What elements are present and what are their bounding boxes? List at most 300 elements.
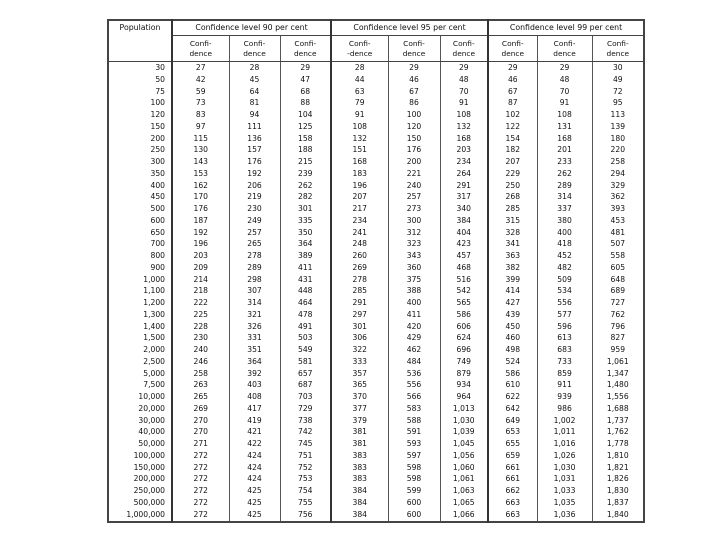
sample-size-cell: 351 [229, 344, 280, 356]
sample-size-cell: 959 [592, 344, 644, 356]
subheader-confidence: Confi- dence [280, 36, 331, 62]
sample-size-cell: 481 [592, 227, 644, 239]
sample-size-cell: 384 [331, 509, 388, 523]
sample-size-cell: 911 [537, 379, 592, 391]
population-cell: 700 [150, 239, 165, 249]
sample-size-cell: 328 [488, 227, 537, 239]
sample-size-cell: 48 [537, 74, 592, 86]
sample-size-cell: 427 [488, 297, 537, 309]
sample-size-table [107, 19, 645, 523]
sample-size-cell: 301 [280, 203, 331, 215]
table-row [108, 109, 644, 121]
sample-size-cell: 229 [488, 168, 537, 180]
table-row [108, 368, 644, 380]
population-cell: 1,000 [143, 274, 165, 284]
sample-size-cell: 411 [280, 262, 331, 274]
table-row [108, 285, 644, 297]
subheader-confidence: Confi- dence [488, 36, 537, 62]
sample-size-cell: 63 [331, 86, 388, 98]
sample-size-cell: 154 [488, 133, 537, 145]
population-cell: 650 [150, 227, 165, 237]
sample-size-cell: 558 [592, 250, 644, 262]
sample-size-cell: 168 [331, 156, 388, 168]
sample-size-cell: 524 [488, 356, 537, 368]
table-row [108, 156, 644, 168]
sample-size-cell: 622 [488, 391, 537, 403]
sample-size-cell: 408 [229, 391, 280, 403]
sample-size-cell: 534 [537, 285, 592, 297]
sample-size-cell: 357 [331, 368, 388, 380]
sample-size-cell: 420 [388, 321, 440, 333]
sample-size-cell: 67 [388, 86, 440, 98]
sample-size-cell: 73 [172, 97, 229, 109]
sample-size-cell: 382 [488, 262, 537, 274]
sample-size-cell: 1,060 [440, 462, 488, 474]
sample-size-cell: 312 [388, 227, 440, 239]
sample-size-cell: 250 [488, 180, 537, 192]
sample-size-cell: 29 [280, 62, 331, 74]
sample-size-cell: 404 [440, 227, 488, 239]
sample-size-cell: 613 [537, 332, 592, 344]
sample-size-cell: 653 [488, 426, 537, 438]
sample-size-cell: 399 [488, 274, 537, 286]
sample-size-cell: 507 [592, 238, 644, 250]
sample-size-cell: 104 [280, 109, 331, 121]
sample-size-cell: 596 [537, 321, 592, 333]
population-cell: 20,000 [138, 403, 165, 413]
sample-size-cell: 271 [172, 438, 229, 450]
sample-size-cell: 752 [280, 462, 331, 474]
table-row [108, 97, 644, 109]
sample-size-cell: 326 [229, 321, 280, 333]
sample-size-cell: 70 [537, 86, 592, 98]
population-cell: 50 [155, 74, 165, 84]
table-row [108, 180, 644, 192]
sample-size-cell: 657 [280, 368, 331, 380]
population-cell: 450 [150, 192, 165, 202]
sample-size-cell: 1,830 [592, 485, 644, 497]
sample-size-cell: 170 [172, 191, 229, 203]
sample-size-cell: 91 [440, 97, 488, 109]
sample-size-cell: 131 [537, 121, 592, 133]
sample-size-cell: 278 [331, 274, 388, 286]
sample-size-cell: 222 [172, 297, 229, 309]
sample-size-cell: 291 [440, 180, 488, 192]
sample-size-cell: 258 [172, 368, 229, 380]
sample-size-cell: 383 [331, 462, 388, 474]
sample-size-cell: 240 [172, 344, 229, 356]
sample-size-cell: 88 [280, 97, 331, 109]
population-cell: 2,000 [143, 345, 165, 355]
population-cell: 350 [150, 168, 165, 178]
sample-size-cell: 733 [537, 356, 592, 368]
sample-size-cell: 738 [280, 415, 331, 427]
sample-size-cell: 168 [440, 133, 488, 145]
subheader-confidence: Confi- dence [537, 36, 592, 62]
sample-size-cell: 91 [537, 97, 592, 109]
sample-size-cell: 754 [280, 485, 331, 497]
group-header-95: Confidence level 95 per cent [331, 20, 488, 36]
sample-size-cell: 192 [172, 227, 229, 239]
sample-size-cell: 586 [488, 368, 537, 380]
subheader-confidence: Confi- dence [440, 36, 488, 62]
sample-size-cell: 384 [331, 497, 388, 509]
sample-size-cell: 153 [172, 168, 229, 180]
table-row [108, 168, 644, 180]
subheader-confidence: Confi- dence [229, 36, 280, 62]
sample-size-cell: 343 [388, 250, 440, 262]
sample-size-cell: 422 [229, 438, 280, 450]
sample-size-cell: 655 [488, 438, 537, 450]
sample-size-cell: 593 [388, 438, 440, 450]
sample-size-cell: 1,810 [592, 450, 644, 462]
sample-size-cell: 411 [388, 309, 440, 321]
sample-size-cell: 272 [172, 485, 229, 497]
sample-size-cell: 321 [229, 309, 280, 321]
sample-size-cell: 111 [229, 121, 280, 133]
sample-size-cell: 150 [388, 133, 440, 145]
sample-size-cell: 729 [280, 403, 331, 415]
sample-size-cell: 1,688 [592, 403, 644, 415]
sample-size-cell: 419 [229, 415, 280, 427]
sample-size-cell: 1,039 [440, 426, 488, 438]
sample-size-cell: 272 [172, 450, 229, 462]
sample-size-cell: 649 [488, 415, 537, 427]
sample-size-cell: 214 [172, 274, 229, 286]
sample-size-cell: 306 [331, 332, 388, 344]
sample-size-cell: 1,002 [537, 415, 592, 427]
sample-size-cell: 67 [488, 86, 537, 98]
sample-size-cell: 796 [592, 321, 644, 333]
sample-size-cell: 859 [537, 368, 592, 380]
table-row [108, 121, 644, 133]
sample-size-cell: 42 [172, 74, 229, 86]
population-cell: 150,000 [133, 462, 165, 472]
sample-size-cell: 478 [280, 309, 331, 321]
sample-size-cell: 217 [331, 203, 388, 215]
sample-size-cell: 300 [388, 215, 440, 227]
sample-size-cell: 439 [488, 309, 537, 321]
table-row [108, 485, 644, 497]
sample-size-cell: 934 [440, 379, 488, 391]
sample-size-cell: 453 [592, 215, 644, 227]
sample-size-cell: 1,821 [592, 462, 644, 474]
sample-size-cell: 168 [537, 133, 592, 145]
sample-size-cell: 337 [537, 203, 592, 215]
sample-size-cell: 683 [537, 344, 592, 356]
sample-size-cell: 120 [388, 121, 440, 133]
sample-size-cell: 59 [172, 86, 229, 98]
sample-size-cell: 588 [388, 415, 440, 427]
population-cell: 400 [150, 180, 165, 190]
sample-size-cell: 424 [229, 473, 280, 485]
sample-size-cell: 591 [388, 426, 440, 438]
population-cell: 150 [150, 121, 165, 131]
table-row [108, 344, 644, 356]
population-cell: 800 [150, 251, 165, 261]
sample-size-cell: 597 [388, 450, 440, 462]
sample-size-cell: 755 [280, 497, 331, 509]
sample-size-cell: 484 [388, 356, 440, 368]
sample-size-cell: 97 [172, 121, 229, 133]
sample-size-cell: 727 [592, 297, 644, 309]
sample-size-cell: 1,066 [440, 509, 488, 523]
sample-size-cell: 1,480 [592, 379, 644, 391]
sample-size-cell: 260 [331, 250, 388, 262]
population-cell: 40,000 [138, 427, 165, 437]
sample-size-cell: 64 [229, 86, 280, 98]
sample-size-cell: 661 [488, 473, 537, 485]
sample-size-cell: 491 [280, 321, 331, 333]
population-header: Population [108, 20, 172, 62]
sample-size-cell: 46 [488, 74, 537, 86]
table-row [108, 356, 644, 368]
sample-size-cell: 827 [592, 332, 644, 344]
sample-size-cell: 291 [331, 297, 388, 309]
sample-size-cell: 380 [537, 215, 592, 227]
sample-size-cell: 556 [388, 379, 440, 391]
sample-size-cell: 125 [280, 121, 331, 133]
sample-size-cell: 239 [280, 168, 331, 180]
sample-size-cell: 468 [440, 262, 488, 274]
sample-size-cell: 648 [592, 274, 644, 286]
sample-size-cell: 431 [280, 274, 331, 286]
sample-size-cell: 132 [440, 121, 488, 133]
sample-size-cell: 272 [172, 462, 229, 474]
sample-size-cell: 29 [537, 62, 592, 74]
sample-size-cell: 624 [440, 332, 488, 344]
sample-size-cell: 429 [388, 332, 440, 344]
table-row [108, 391, 644, 403]
sample-size-cell: 49 [592, 74, 644, 86]
sample-size-cell: 272 [172, 497, 229, 509]
sample-size-cell: 258 [592, 156, 644, 168]
sample-size-cell: 662 [488, 485, 537, 497]
sample-size-cell: 703 [280, 391, 331, 403]
sample-size-cell: 1,036 [537, 509, 592, 523]
sample-size-cell: 130 [172, 144, 229, 156]
sample-size-cell: 314 [229, 297, 280, 309]
sample-size-cell: 285 [488, 203, 537, 215]
sample-size-cell: 751 [280, 450, 331, 462]
sample-size-cell: 265 [172, 391, 229, 403]
sample-size-cell: 246 [172, 356, 229, 368]
sample-size-cell: 1,556 [592, 391, 644, 403]
sample-size-cell: 269 [172, 403, 229, 415]
sample-size-cell: 228 [172, 321, 229, 333]
sample-size-cell: 68 [280, 86, 331, 98]
sample-size-cell: 745 [280, 438, 331, 450]
sample-size-cell: 1,065 [440, 497, 488, 509]
sample-size-cell: 30 [592, 62, 644, 74]
sample-size-cell: 270 [172, 426, 229, 438]
sample-size-cell: 268 [488, 191, 537, 203]
sample-size-cell: 136 [229, 133, 280, 145]
sample-size-cell: 509 [537, 274, 592, 286]
sample-size-cell: 282 [280, 191, 331, 203]
population-cell: 500,000 [133, 497, 165, 507]
sample-size-cell: 108 [537, 109, 592, 121]
sample-size-cell: 417 [229, 403, 280, 415]
population-cell: 250 [150, 145, 165, 155]
sample-size-cell: 176 [388, 144, 440, 156]
sample-size-cell: 48 [440, 74, 488, 86]
sample-size-cell: 234 [440, 156, 488, 168]
sample-size-cell: 162 [172, 180, 229, 192]
sample-size-cell: 122 [488, 121, 537, 133]
sample-size-cell: 425 [229, 485, 280, 497]
sample-size-cell: 1,762 [592, 426, 644, 438]
sample-size-cell: 379 [331, 415, 388, 427]
table-row [108, 74, 644, 86]
sample-size-cell: 360 [388, 262, 440, 274]
sample-size-cell: 383 [331, 473, 388, 485]
sample-size-cell: 1,011 [537, 426, 592, 438]
sample-size-cell: 45 [229, 74, 280, 86]
sample-size-cell: 375 [388, 274, 440, 286]
sample-size-cell: 384 [331, 485, 388, 497]
population-cell: 600 [150, 215, 165, 225]
sample-size-cell: 209 [172, 262, 229, 274]
sample-size-cell: 27 [172, 62, 229, 74]
sample-size-cell: 29 [388, 62, 440, 74]
sample-size-cell: 364 [229, 356, 280, 368]
sample-size-cell: 333 [331, 356, 388, 368]
sample-size-cell: 132 [331, 133, 388, 145]
table-row [108, 62, 644, 74]
table-row [108, 438, 644, 450]
sample-size-cell: 661 [488, 462, 537, 474]
table-row [108, 462, 644, 474]
sample-size-cell: 879 [440, 368, 488, 380]
table-row [108, 144, 644, 156]
sample-size-cell: 314 [537, 191, 592, 203]
sample-size-cell: 556 [537, 297, 592, 309]
sample-size-cell: 108 [331, 121, 388, 133]
sample-size-cell: 663 [488, 509, 537, 523]
sample-size-cell: 87 [488, 97, 537, 109]
population-cell: 50,000 [138, 439, 165, 449]
sample-size-cell: 94 [229, 109, 280, 121]
population-cell: 1,100 [143, 286, 165, 296]
sample-size-cell: 301 [331, 321, 388, 333]
subheader-confidence: Confi- dence [388, 36, 440, 62]
sample-size-cell: 986 [537, 403, 592, 415]
table-row [108, 415, 644, 427]
population-cell: 200,000 [133, 474, 165, 484]
sample-size-cell: 176 [172, 203, 229, 215]
sample-size-cell: 377 [331, 403, 388, 415]
sample-size-cell: 749 [440, 356, 488, 368]
sample-size-cell: 240 [388, 180, 440, 192]
population-cell: 30,000 [138, 415, 165, 425]
sample-size-cell: 47 [280, 74, 331, 86]
sample-size-cell: 600 [388, 509, 440, 523]
sample-size-cell: 102 [488, 109, 537, 121]
table-row [108, 473, 644, 485]
table-row [108, 191, 644, 203]
sample-size-cell: 659 [488, 450, 537, 462]
population-cell: 200 [150, 133, 165, 143]
subheader-confidence: Confi- dence [172, 36, 229, 62]
sample-size-cell: 115 [172, 133, 229, 145]
population-cell: 120 [150, 110, 165, 120]
sample-size-cell: 586 [440, 309, 488, 321]
sample-size-cell: 196 [331, 180, 388, 192]
sample-size-cell: 421 [229, 426, 280, 438]
sample-size-cell: 207 [488, 156, 537, 168]
table-row [108, 86, 644, 98]
sample-size-cell: 350 [280, 227, 331, 239]
sample-size-cell: 262 [280, 180, 331, 192]
sample-size-cell: 285 [331, 285, 388, 297]
sample-size-cell: 201 [537, 144, 592, 156]
table-row [108, 450, 644, 462]
sample-size-cell: 363 [488, 250, 537, 262]
sample-size-cell: 516 [440, 274, 488, 286]
table-row [108, 321, 644, 333]
table-row [108, 332, 644, 344]
sample-size-cell: 248 [331, 238, 388, 250]
sample-size-cell: 70 [440, 86, 488, 98]
sample-size-cell: 549 [280, 344, 331, 356]
sample-size-cell: 1,030 [537, 462, 592, 474]
sample-size-cell: 536 [388, 368, 440, 380]
sample-size-cell: 158 [280, 133, 331, 145]
sample-size-cell: 1,840 [592, 509, 644, 523]
sample-size-cell: 257 [388, 191, 440, 203]
sample-size-cell: 157 [229, 144, 280, 156]
sample-size-cell: 220 [592, 144, 644, 156]
table-row [108, 238, 644, 250]
sample-size-cell: 381 [331, 426, 388, 438]
sample-size-cell: 341 [488, 238, 537, 250]
sample-size-cell: 207 [331, 191, 388, 203]
sample-size-cell: 939 [537, 391, 592, 403]
sample-size-cell: 418 [537, 238, 592, 250]
sample-size-cell: 1,061 [592, 356, 644, 368]
sample-size-cell: 265 [229, 238, 280, 250]
sample-size-cell: 1,778 [592, 438, 644, 450]
sample-size-cell: 1,026 [537, 450, 592, 462]
sample-size-cell: 95 [592, 97, 644, 109]
sample-size-cell: 393 [592, 203, 644, 215]
sample-size-cell: 599 [388, 485, 440, 497]
group-header-90: Confidence level 90 per cent [172, 20, 331, 36]
sample-size-cell: 424 [229, 462, 280, 474]
population-cell: 500 [150, 204, 165, 214]
sample-size-cell: 598 [388, 473, 440, 485]
sample-size-cell: 317 [440, 191, 488, 203]
sample-size-cell: 233 [537, 156, 592, 168]
sample-size-cell: 384 [440, 215, 488, 227]
sample-size-cell: 307 [229, 285, 280, 297]
table-row [108, 133, 644, 145]
sample-size-cell: 182 [488, 144, 537, 156]
sample-size-cell: 696 [440, 344, 488, 356]
table-row [108, 262, 644, 274]
sample-size-cell: 289 [537, 180, 592, 192]
table-row [108, 309, 644, 321]
population-cell: 7,500 [143, 380, 165, 390]
sample-size-cell: 272 [172, 473, 229, 485]
sample-size-cell: 577 [537, 309, 592, 321]
population-cell: 100,000 [133, 450, 165, 460]
sample-size-cell: 263 [172, 379, 229, 391]
sample-size-cell: 289 [229, 262, 280, 274]
sample-size-cell: 1,045 [440, 438, 488, 450]
subheader-confidence: Confi- dence [592, 36, 644, 62]
